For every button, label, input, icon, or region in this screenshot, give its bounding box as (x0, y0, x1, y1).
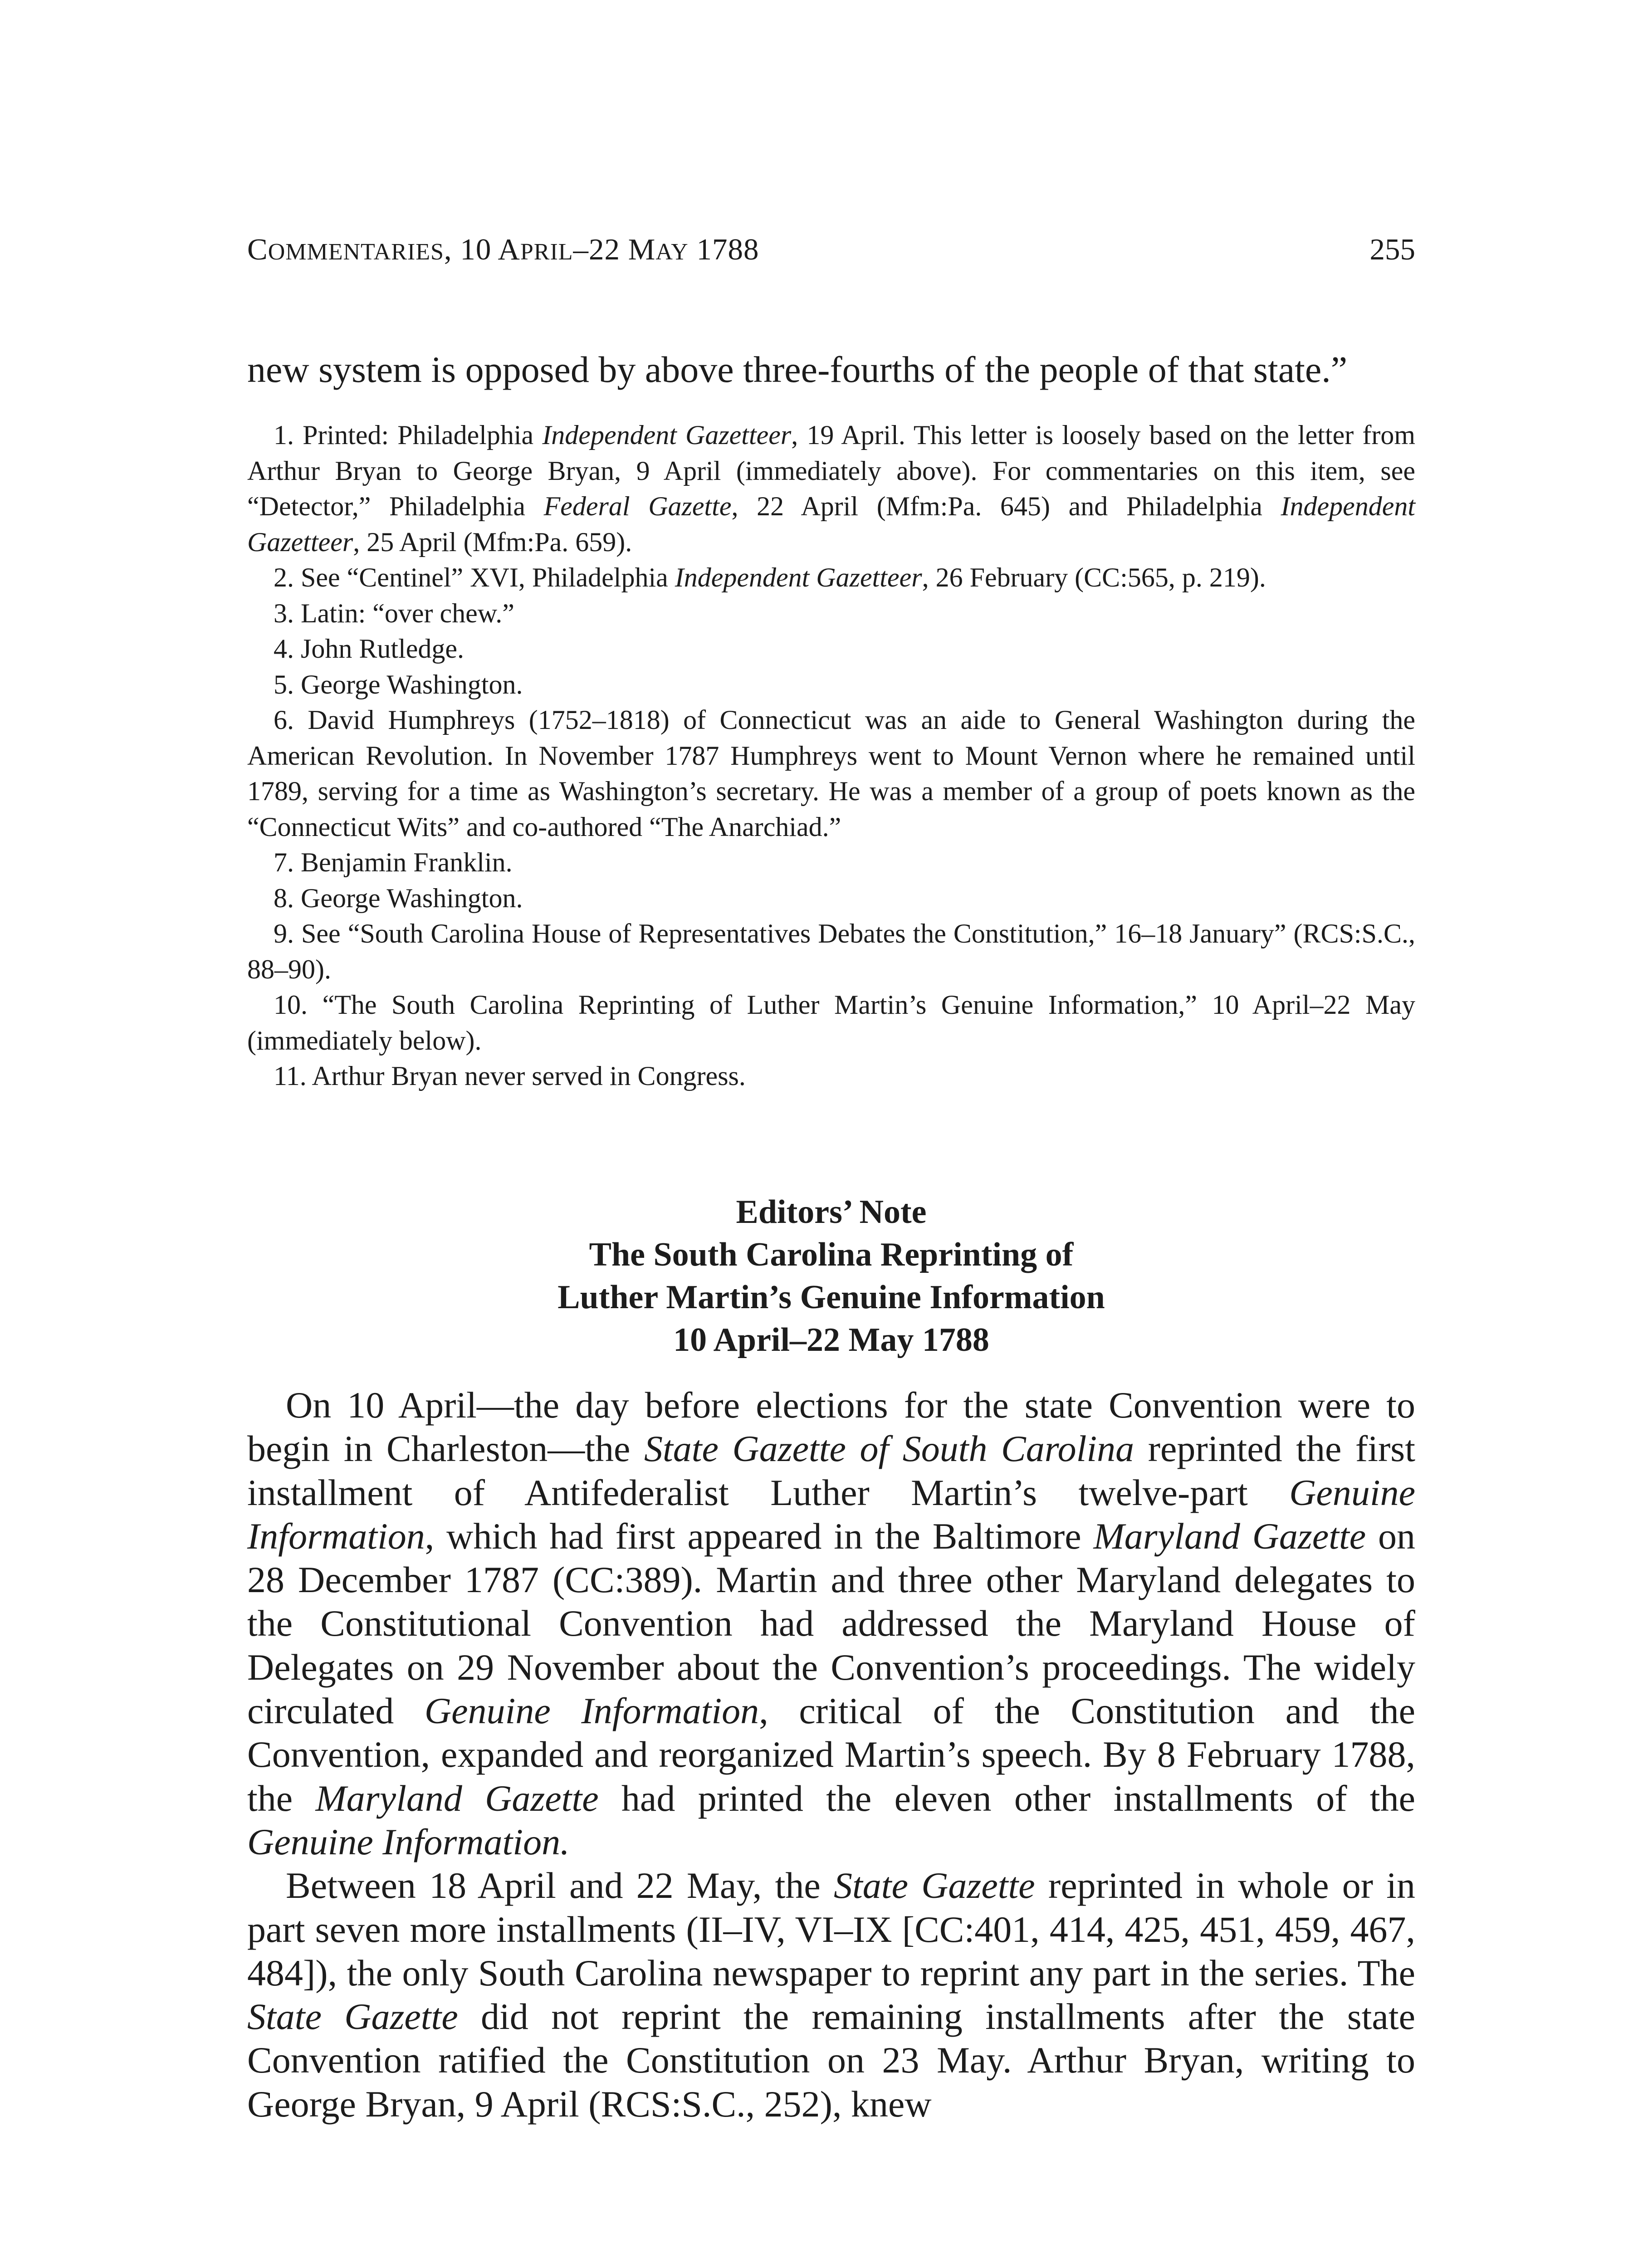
footnote-11: 11. Arthur Bryan never served in Congress. (274, 1061, 746, 1091)
footnote-9: 9. See “South Carolina House of Representatives Debates the Constitution,” 16–18 January” (RCS:S.C., 88–90). (247, 919, 1415, 984)
carryover-paragraph: new system is opposed by above three-fourths of the people of that state.” (247, 349, 1348, 390)
page-number: 255 (1369, 233, 1415, 266)
footnote-8: 8. George Washington. (274, 883, 523, 913)
body-paragraph-1: On 10 April—the day before elections for the state Convention were to begin in Charleston—the State Gazette of South Carolina reprinted the first installment of Antifederalist Luther Martin’s twelve-part Genuine Information, which had first appeared in the Baltimore Maryland Gazette on 28 December 1787 (CC:389). Martin and three other Maryland delegates to the Constitutional Convention had addressed the Maryland House of Delegates on 29 November about the Convention’s proceedings. The widely circulated Genuine Information, critical of the Constitution and the Convention, expanded and reorganized Martin’s speech. By 8 February 1788, the Maryland Gazette had printed the eleven other installments of the Genuine Information. (247, 1384, 1416, 1862)
footnote-3: 3. Latin: “over chew.” (274, 598, 514, 628)
running-head-title: COMMENTARIES, 10 APRIL–22 MAY 1788 (247, 233, 759, 266)
body-paragraph-2: Between 18 April and 22 May, the State Gazette reprinted in whole or in part seven more installments (II–IV, VI–IX [CC:401, 414, 425, 451, 459, 467, 484]), the only South Carolina newspaper to reprint any part in the series. The State Gazette did not reprint the remaining installments after the state Convention ratified the Constitution on 23 May. Arthur Bryan, writing to George Bryan, 9 April (RCS:S.C., 252), knew (247, 1865, 1415, 2125)
footnotes (247, 417, 1415, 1094)
running-head (247, 229, 1415, 270)
heading-line-title-1: The South Carolina Reprinting of (589, 1236, 1074, 1273)
footnote-10: 10. “The South Carolina Reprinting of Luther Martin’s Genuine Information,” 10 April–22 May (immediately below). (247, 990, 1415, 1056)
heading-line-title-2: Luther Martin’s Genuine Information (557, 1279, 1105, 1316)
footnote-2: 2. See “Centinel” XVI, Philadelphia Independent Gazetteer, 26 February (CC:565, p. 219). (274, 562, 1266, 592)
footnote-4: 4. John Rutledge. (274, 634, 464, 664)
heading-line-dates: 10 April–22 May 1788 (673, 1321, 989, 1359)
footnote-1: 1. Printed: Philadelphia Independent Gazetteer, 19 April. This letter is loosely based on the letter from Arthur Bryan to George Bryan, 9 April (immediately above). For commentaries on this item, see “Detector,” Philadelphia Federal Gazette, 22 April (Mfm:Pa. 645) and Philadelphia Independent Gazetteer, 25 April (Mfm:Pa. 659). (247, 420, 1416, 557)
footnote-5: 5. George Washington. (274, 669, 523, 699)
footnote-7: 7. Benjamin Franklin. (274, 847, 513, 877)
heading-line-editors-note: Editors’ Note (736, 1193, 927, 1231)
footnote-6: 6. David Humphreys (1752–1818) of Connecticut was an aide to General Washington during the American Revolution. In November 1787 Humphreys went to Mount Vernon where he remained until 1789, serving for a time as Washington’s secretary. He was a member of a group of poets known as the “Connecticut Wits” and co-authored “The Anarchiad.” (247, 705, 1415, 842)
body-text (247, 1383, 1415, 2126)
section-heading (247, 1191, 1415, 1361)
